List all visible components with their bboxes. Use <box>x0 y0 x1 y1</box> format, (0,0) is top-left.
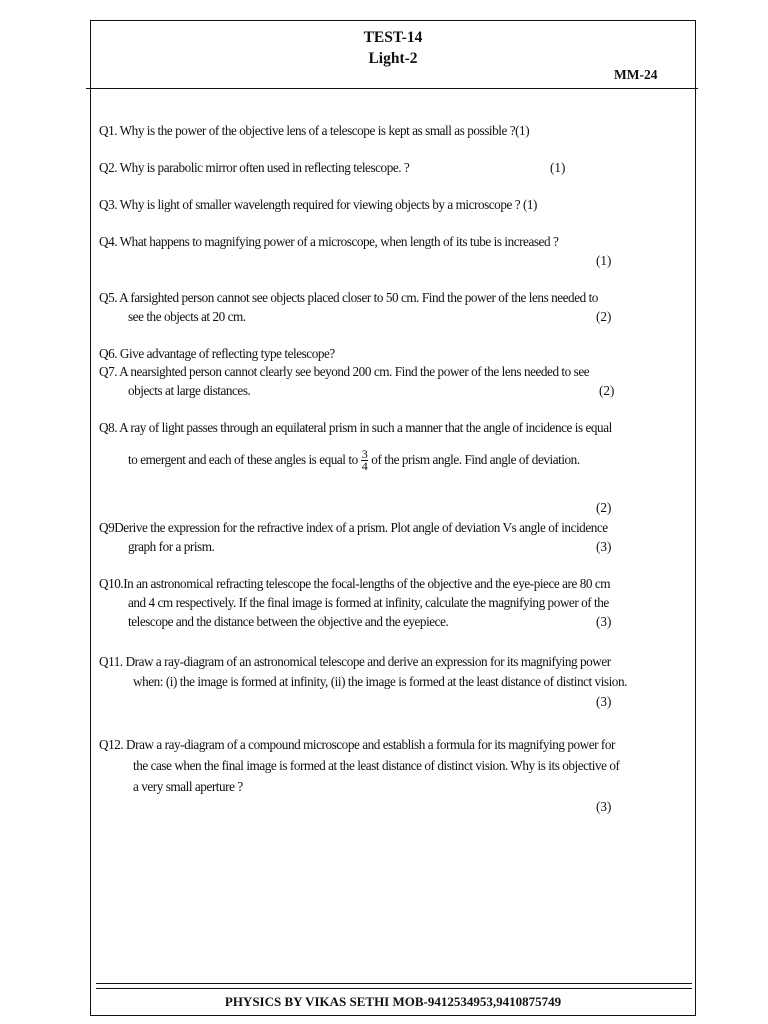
question-5-marks: (2) <box>596 309 612 324</box>
question-11-marks: (3) <box>596 694 612 709</box>
question-2-marks: (1) <box>550 160 566 175</box>
question-12-marks: (3) <box>596 799 612 814</box>
question-3: Q3. Why is light of smaller wavelength required for viewing objects by a microscope ? (1) <box>99 197 537 212</box>
question-8-line-2 <box>128 443 580 477</box>
question-9-line-2: graph for a prism. <box>128 539 215 554</box>
footer-rule-bottom <box>96 988 692 989</box>
fraction-three-quarters <box>361 449 369 472</box>
question-5-line-2: see the objects at 20 cm. <box>128 309 246 324</box>
question-6: Q6. Give advantage of reflecting type telescope? <box>99 346 335 361</box>
question-7-line-1: Q7. A nearsighted person cannot clearly see beyond 200 cm. Find the power of the lens needed to see <box>99 364 590 379</box>
question-11-line-1: Q11. Draw a ray-diagram of an astronomical telescope and derive an expression for its magnifying power <box>99 654 611 669</box>
question-9-marks: (3) <box>596 539 612 554</box>
question-7-marks: (2) <box>599 383 615 398</box>
topic-title: Light-2 <box>368 50 418 67</box>
question-12-line-3: a very small aperture ? <box>133 779 243 794</box>
question-8-text-a: to emergent and each of these angles is equal to <box>128 452 358 467</box>
question-4-marks: (1) <box>596 253 612 268</box>
question-12-line-1: Q12. Draw a ray-diagram of a compound microscope and establish a formula for its magnifying power for <box>99 737 615 752</box>
test-title: TEST-14 <box>363 29 423 46</box>
max-marks: MM-24 <box>614 67 658 82</box>
header-divider <box>86 88 698 89</box>
question-11-line-2: when: (i) the image is formed at infinity, (ii) the image is formed at the least distance of distinct vision. <box>133 674 627 689</box>
question-10-line-1: Q10.In an astronomical refracting telescope the focal-lengths of the objective and the eye-piece are 80 cm <box>99 576 611 591</box>
footer-credit: PHYSICS BY VIKAS SETHI MOB-9412534953,9410875749 <box>224 994 562 1009</box>
question-10-line-2: and 4 cm respectively. If the final image is formed at infinity, calculate the magnifying power of the <box>128 595 609 610</box>
question-8-marks: (2) <box>596 500 612 515</box>
question-8-line-1: Q8. A ray of light passes through an equilateral prism in such a manner that the angle of incidence is equal <box>99 420 612 435</box>
question-1: Q1. Why is the power of the objective lens of a telescope is kept as small as possible ?(1) <box>99 123 530 138</box>
question-10-marks: (3) <box>596 614 612 629</box>
question-4: Q4. What happens to magnifying power of a microscope, when length of its tube is increased ? <box>99 234 559 249</box>
fraction-denominator: 4 <box>361 459 368 474</box>
question-8-text-b: of the prism angle. Find angle of deviation. <box>371 452 580 467</box>
question-12-line-2: the case when the final image is formed at the least distance of distinct vision. Why is its objective of <box>133 758 620 773</box>
question-9-line-1: Q9Derive the expression for the refractive index of a prism. Plot angle of deviation Vs angle of incidence <box>99 520 608 535</box>
question-7-line-2: objects at large distances. <box>128 383 251 398</box>
question-5-line-1: Q5. A farsighted person cannot see objects placed closer to 50 cm. Find the power of the lens needed to <box>99 290 598 305</box>
footer-rule-top <box>96 983 692 984</box>
fraction-numerator: 3 <box>361 447 368 462</box>
question-2: Q2. Why is parabolic mirror often used in reflecting telescope. ? <box>99 160 410 175</box>
question-10-line-3: telescope and the distance between the objective and the eyepiece. <box>128 614 449 629</box>
